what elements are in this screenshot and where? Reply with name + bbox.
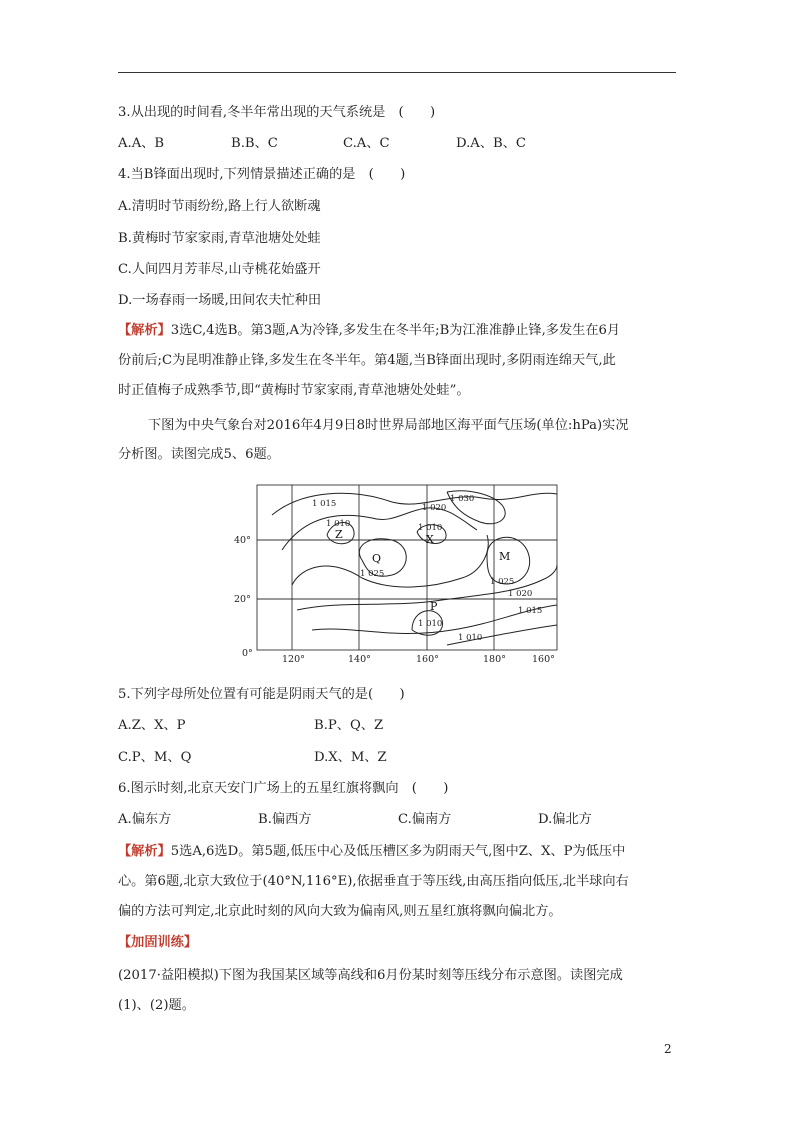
isobar-label: 1 025 [360,569,385,579]
analysis-1-line-1: 【解析】3选C,4选B。第3题,A为冷锋,多发生在冬半年;B为江淮准静止锋,多发生在6月 [118,323,621,338]
analysis-2-line-2: 心。第6题,北京大致位于(40°N,116°E),依据垂直于等压线,由高压指向低压,北半球向右 [118,874,629,889]
analysis-2-line-1: 【解析】5选A,6选D。第5题,低压中心及低压槽区多为阴雨天气,图中Z、X、P为低压中 [118,844,626,859]
isobar-label: 1 010 [458,633,483,643]
lat-label-40: 40° [234,535,251,546]
isobar-label: 1 020 [422,503,447,513]
lat-label-0: 0° [242,648,253,659]
point-m: M [499,550,511,563]
lon-label-180: 180° [483,654,506,665]
analysis-tag: 【解析】 [118,844,171,859]
q3-option-b: B.B、C [231,136,278,151]
isobar-map [232,480,562,665]
q6-option-d: D.偏北方 [538,812,592,827]
lon-label-140: 140° [348,654,371,665]
page-number: 2 [664,1042,672,1056]
q3-option-c: C.A、C [343,136,390,151]
q4-option-d: D.一场春雨一场暖,田间农夫忙种田 [118,293,322,308]
point-x: X [426,533,434,546]
intro-line-1: 下图为中央气象台对2016年4月9日8时世界局部地区海平面气压场(单位:hPa)实况 [148,418,629,433]
isobar-label: 1 010 [418,523,443,533]
isobar-label: 1 030 [450,494,475,504]
q6-option-c: C.偏南方 [398,812,452,827]
isobar-label: 1 010 [326,519,351,529]
lon-label-120: 120° [282,654,305,665]
q4-stem: 4.当B锋面出现时,下列情景描述正确的是 ( ) [118,167,406,182]
q4-option-b: B.黄梅时节家家雨,青草池塘处处蛙 [118,231,321,246]
analysis-tag: 【解析】 [118,323,171,338]
isobar-label: 1 010 [418,619,443,629]
q6-option-b: B.偏西方 [258,812,312,827]
intro-line-2: 分析图。读图完成5、6题。 [118,447,280,462]
reinforce-line-1: (2017·益阳模拟)下图为我国某区域等高线和6月份某时刻等压线分布示意图。读图完成 [118,968,623,983]
isobar-label: 1 015 [518,606,543,616]
isobar-1025 [292,535,488,587]
point-p: P [430,600,438,613]
q3-option-d: D.A、B、C [456,136,526,151]
q4-option-a: A.清明时节雨纷纷,路上行人欲断魂 [118,199,321,214]
point-q: Q [372,552,382,565]
reinforce-tag: 【加固训练】 [118,935,198,950]
isobar-label: 1 025 [490,577,515,587]
q5-option-c: C.P、M、Q [118,750,192,765]
analysis-2-line-3: 偏的方法可判定,北京此时刻的风向大致为偏南风,则五星红旗将飘向偏北方。 [118,904,562,919]
point-z: Z [335,528,343,541]
lon-label-160w: 160° [532,654,555,665]
q4-option-c: C.人间四月芳菲尽,山寺桃花始盛开 [118,262,321,277]
q3-stem: 3.从出现的时间看,冬半年常出现的天气系统是 ( ) [118,105,436,120]
q5-option-b: B.P、Q、Z [314,718,384,733]
map-frame [257,485,557,650]
q6-option-a: A.偏东方 [118,812,172,827]
q6-stem: 6.图示时刻,北京天安门广场上的五星红旗将飘向 ( ) [118,781,449,796]
header-rule [118,72,676,73]
lon-label-160: 160° [416,654,439,665]
analysis-1-line-3: 时正值梅子成熟季节,即“黄梅时节家家雨,青草池塘处处蛙”。 [118,383,470,398]
isobar-1020-a [282,508,477,550]
lat-label-20: 20° [234,594,251,605]
q5-option-a: A.Z、X、P [118,718,186,733]
reinforce-line-2: (1)、(2)题。 [118,998,195,1013]
isobar-label: 1 020 [508,589,533,599]
analysis-1-line-2: 份前后;C为昆明准静止锋,多发生在冬半年。第4题,当B锋面出现时,多阴雨连绵天气,此 [118,353,616,368]
q3-option-a: A.A、B [118,136,165,151]
isobar-label: 1 015 [312,499,337,509]
q5-option-d: D.X、M、Z [314,750,387,765]
q5-stem: 5.下列字母所处位置有可能是阴雨天气的是( ) [118,687,405,702]
